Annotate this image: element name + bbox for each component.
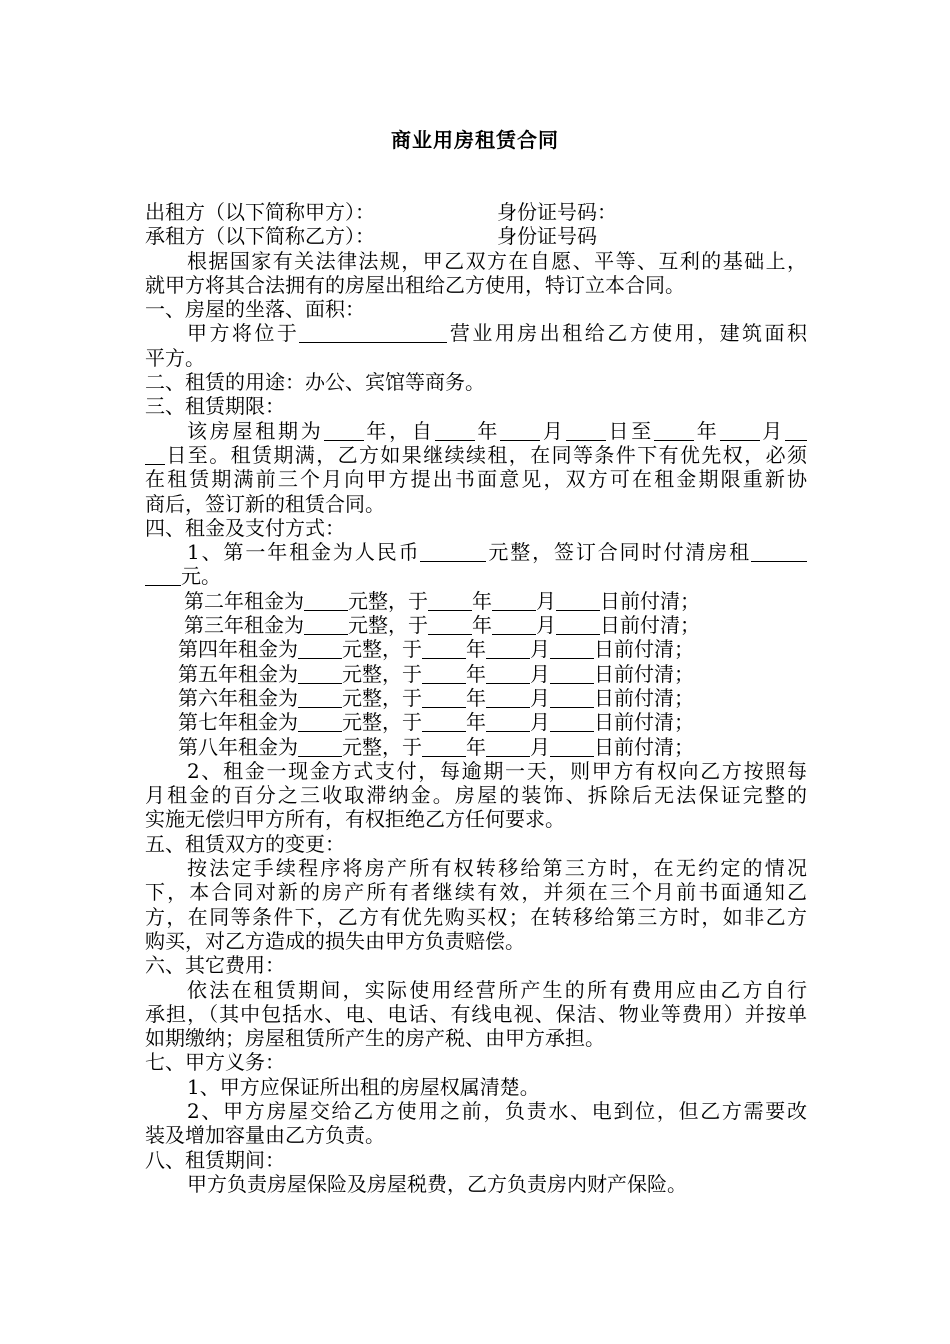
late-fee-line-1: 2、租金一现金方式支付，每逾期一天，则甲方有权向乙方按照每 — [187, 758, 807, 783]
section-8-text: 甲方负责房屋保险及房屋税费，乙方负责房内财产保险。 — [187, 1171, 687, 1196]
section-6-heading: 六、其它费用： — [145, 953, 285, 978]
month-label: 月 — [759, 418, 786, 443]
month-label: 月 — [530, 685, 550, 710]
pay-deadline-label: 日前付清； — [600, 613, 700, 638]
year-label: 年 — [466, 710, 486, 735]
rent-amount-blank[interactable] — [298, 687, 342, 708]
term-label: 该房屋租期为 — [187, 418, 324, 443]
month-label: 月 — [536, 613, 556, 638]
first-year-rent-line — [145, 540, 807, 564]
year-rent-label: 第五年租金为 — [178, 661, 298, 686]
pay-deadline-label: 日前付清； — [594, 637, 694, 662]
rent-yuan-label: 元整，于 — [342, 661, 422, 686]
late-fee-line-3: 实施无偿归甲方所有，有权拒绝乙方任何要求。 — [145, 807, 565, 832]
section-5-line-3: 方，在同等条件下，乙方有优先购买权；在转移给第三方时，如非乙方 — [145, 904, 807, 929]
year-rent-label: 第四年租金为 — [178, 637, 298, 662]
start-year-blank[interactable] — [435, 420, 475, 441]
year-rent-label: 第二年租金为 — [184, 588, 304, 613]
rent-yuan-label: 元整，于 — [348, 613, 428, 638]
rent-amount-blank[interactable] — [298, 638, 342, 659]
pay-month-blank[interactable] — [492, 614, 536, 635]
yuan-label: 元。 — [181, 564, 221, 589]
year-label: 年 — [472, 588, 492, 613]
section-6-line-3: 如期缴纳；房屋租赁所产生的房产税、由甲方承担。 — [145, 1026, 605, 1051]
intro-line-1: 根据国家有关法律法规，甲乙双方在自愿、平等、互利的基础上， — [187, 248, 807, 273]
section-3-line-4: 商后，签订新的租赁合同。 — [145, 491, 385, 516]
rent-amount-blank[interactable] — [298, 711, 342, 732]
party-b-label: 承租方（以下简称乙方）： — [145, 224, 375, 249]
year-8-rent-line — [145, 735, 807, 759]
party-b-line — [145, 224, 807, 248]
signing-payment-blank-part-2[interactable] — [145, 565, 181, 586]
section-1-line-1 — [145, 321, 807, 345]
rent-amount-blank[interactable] — [298, 663, 342, 684]
year-2-rent-line — [145, 589, 807, 613]
pay-deadline-label: 日前付清； — [594, 661, 694, 686]
rent-amount-blank[interactable] — [304, 614, 348, 635]
pay-deadline-label: 日前付清； — [594, 685, 694, 710]
year-rent-label: 第八年租金为 — [178, 734, 298, 759]
late-fee-line-2: 月租金的百分之三收取滞纳金。房屋的装饰、拆除后无法保证完整的 — [145, 783, 807, 808]
document-title: 商业用房租赁合同 — [391, 128, 559, 152]
pay-day-blank[interactable] — [550, 687, 594, 708]
end-month-blank[interactable] — [720, 420, 760, 441]
party-a-line — [145, 200, 807, 224]
end-year-blank[interactable] — [654, 420, 694, 441]
section-6-line-2: 承担，（其中包括水、电、电话、有线电视、保洁、物业等费用）并按单 — [145, 1001, 807, 1026]
pay-day-blank[interactable] — [550, 711, 594, 732]
intro-line-2: 就甲方将其合法拥有的房屋出租给乙方使用，特订立本合同。 — [145, 272, 685, 297]
year-label: 年 — [472, 613, 492, 638]
rent-yuan-label: 元整，于 — [342, 637, 422, 662]
pay-year-blank[interactable] — [422, 638, 466, 659]
year-label: 年 — [466, 685, 486, 710]
pay-month-blank[interactable] — [486, 711, 530, 732]
year-4-rent-line — [145, 637, 807, 661]
first-year-rent-label: 1、第一年租金为人民币 — [187, 540, 421, 565]
rent-amount-blank[interactable] — [298, 736, 342, 757]
month-label: 月 — [530, 710, 550, 735]
pay-month-blank[interactable] — [492, 590, 536, 611]
section-7-heading: 七、甲方义务： — [145, 1050, 285, 1075]
pay-year-blank[interactable] — [428, 590, 472, 611]
year-label: 年 — [694, 418, 720, 443]
pay-day-blank[interactable] — [550, 638, 594, 659]
pay-deadline-label: 日前付清； — [600, 588, 700, 613]
year-3-rent-line — [145, 613, 807, 637]
pay-month-blank[interactable] — [486, 663, 530, 684]
section-7-item-1: 1、甲方应保证所出租的房屋权属清楚。 — [187, 1074, 540, 1099]
section-7-item-2-line-1: 2、甲方房屋交给乙方使用之前，负责水、电到位，但乙方需要改 — [187, 1098, 807, 1123]
section-5-line-1: 按法定手续程序将房产所有权转移给第三方时，在无约定的情况 — [187, 856, 807, 881]
start-day-blank[interactable] — [566, 420, 606, 441]
signing-payment-blank-part-1[interactable] — [751, 541, 807, 562]
pay-month-blank[interactable] — [486, 687, 530, 708]
pay-year-blank[interactable] — [428, 614, 472, 635]
start-month-blank[interactable] — [500, 420, 540, 441]
first-year-rent-blank[interactable] — [420, 541, 486, 562]
month-label: 月 — [536, 588, 556, 613]
rent-amount-blank[interactable] — [304, 590, 348, 611]
year-label: 年 — [466, 661, 486, 686]
pay-deadline-label: 日前付清； — [594, 734, 694, 759]
month-label: 月 — [540, 418, 566, 443]
year-label: 年 — [466, 637, 486, 662]
term-years-blank[interactable] — [324, 420, 364, 441]
year-rent-label: 第三年租金为 — [184, 613, 304, 638]
section-5-heading: 五、租赁双方的变更： — [145, 831, 345, 856]
location-blank[interactable] — [299, 322, 447, 343]
pay-deadline-label: 日前付清； — [594, 710, 694, 735]
renewal-text: 日至。租赁期满，乙方如果继续续租，在同等条件下有优先权，必须 — [165, 442, 807, 467]
pay-day-blank[interactable] — [550, 663, 594, 684]
pay-year-blank[interactable] — [422, 687, 466, 708]
year-rent-label: 第六年租金为 — [178, 685, 298, 710]
pay-year-blank[interactable] — [422, 711, 466, 732]
year-rent-label: 第七年租金为 — [178, 710, 298, 735]
year-label: 年 — [474, 418, 501, 443]
section-5-line-2: 下，本合同对新的房产所有者继续有效，并须在三个月前书面通知乙 — [145, 880, 807, 905]
section-3-heading: 三、租赁期限： — [145, 394, 285, 419]
year-6-rent-line — [145, 686, 807, 710]
pay-day-blank[interactable] — [550, 736, 594, 757]
rent-yuan-label: 元整，于 — [348, 588, 428, 613]
term-from-label: 年，自 — [363, 418, 435, 443]
day-to-label: 日至 — [605, 418, 654, 443]
month-label: 月 — [530, 637, 550, 662]
party-b-id-label: 身份证号码 — [497, 224, 597, 249]
section-3-line-2 — [145, 443, 807, 467]
month-label: 月 — [530, 661, 550, 686]
pay-day-blank[interactable] — [556, 614, 600, 635]
year-5-rent-line — [145, 662, 807, 686]
signing-payment-label: 元整，签订合同时付清房租 — [486, 540, 752, 565]
rent-yuan-label: 元整，于 — [342, 734, 422, 759]
section-3-line-1 — [145, 419, 807, 443]
section-1-line-2: 平方。 — [145, 345, 205, 370]
rent-yuan-label: 元整，于 — [342, 685, 422, 710]
year-label: 年 — [466, 734, 486, 759]
section-7-item-2-line-2: 装及增加容量由乙方负责。 — [145, 1123, 385, 1148]
section-3-line-3: 在租赁期满前三个月向甲方提出书面意见，双方可在租金期限重新协 — [145, 467, 807, 492]
month-label: 月 — [530, 734, 550, 759]
end-day-blank-part-2[interactable] — [145, 444, 165, 465]
pay-year-blank[interactable] — [422, 663, 466, 684]
section-2-heading: 二、租赁的用途：办公、宾馆等商务。 — [145, 370, 485, 395]
pay-month-blank[interactable] — [486, 736, 530, 757]
end-day-blank-part-1[interactable] — [785, 420, 807, 441]
section-5-line-4: 购买，对乙方造成的损失由甲方负责赔偿。 — [145, 928, 525, 953]
party-a-label: 出租方（以下简称甲方）： — [145, 200, 375, 224]
year-7-rent-line — [145, 710, 807, 734]
first-year-rent-line-2 — [145, 564, 807, 588]
section-8-heading: 八、租赁期间： — [145, 1147, 285, 1172]
pay-year-blank[interactable] — [422, 736, 466, 757]
section-1-heading: 一、房屋的坐落、面积： — [145, 297, 365, 322]
pay-day-blank[interactable] — [556, 590, 600, 611]
document-body — [145, 200, 807, 1196]
section-4-heading: 四、租金及支付方式： — [145, 515, 345, 540]
location-label: 甲方将位于 — [187, 321, 300, 346]
party-a-id-label: 身份证号码： — [497, 200, 617, 224]
rent-yuan-label: 元整，于 — [342, 710, 422, 735]
section-6-line-1: 依法在租赁期间，实际使用经营所产生的所有费用应由乙方自行 — [187, 977, 807, 1002]
pay-month-blank[interactable] — [486, 638, 530, 659]
area-label: 营业用房出租给乙方使用，建筑面积 — [447, 321, 808, 346]
